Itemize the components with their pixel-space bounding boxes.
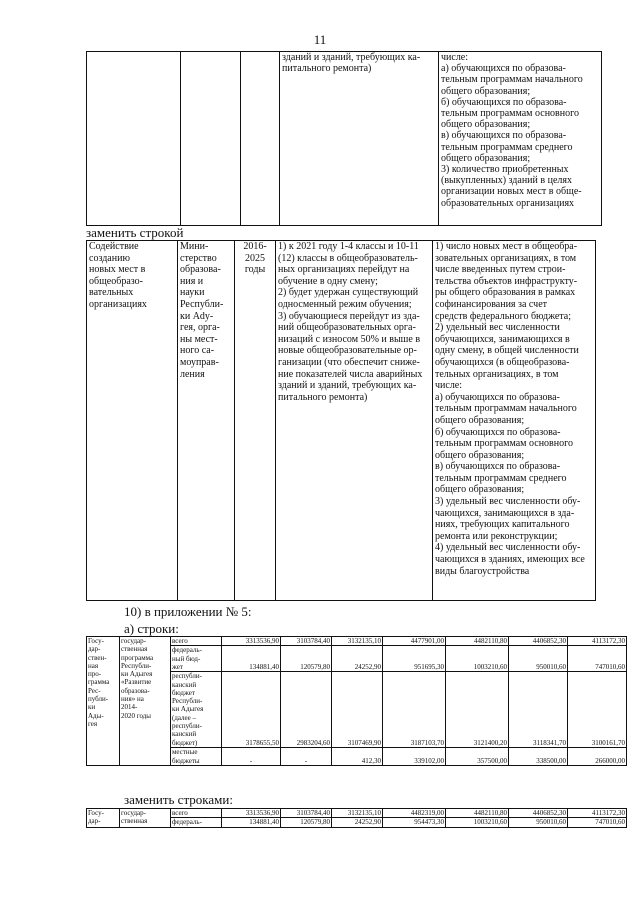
cell-empty [87, 52, 181, 226]
cell-source-label: республи- канский бюджет Республи- ки Адыгея (далее – республи- канский бюджет) [171, 672, 222, 748]
cell-program-name: государ- ственная программа Республи- ки Адыгея «Развитие образова- ния» на 2014- 2020 годы [120, 637, 171, 766]
cell-executor: Мини- стерство образова- ния и науки Республи- ки Ady- гея, орга- ны мест- ного са- моуправ- ления [178, 241, 235, 601]
cell-value: 3121400,20 [446, 672, 509, 748]
cell-source-label: федераль- [171, 818, 222, 827]
cell-status: Госу- дар- [87, 809, 120, 828]
heading-appendix: 10) в приложении № 5: [124, 604, 252, 619]
cell-value: 4113172,30 [568, 809, 627, 818]
cell-value: 24252,90 [332, 818, 383, 827]
cell-value: 339102,00 [383, 748, 446, 766]
cell-value: 4406852,30 [509, 809, 568, 818]
cell-value: 120579,80 [281, 818, 332, 827]
cell-source-label: всего [171, 809, 222, 818]
cell-value: 4406852,30 [509, 637, 568, 646]
cell-value: - [222, 748, 281, 766]
cell-source-label: федераль- ный бюд- жет [171, 646, 222, 672]
cell-value: 3313536,90 [222, 809, 281, 818]
table-appendix5-replacement [86, 808, 627, 828]
cell-source-label: всего [171, 637, 222, 646]
cell-value: 3118341,70 [509, 672, 568, 748]
cell-value: 3107469,90 [332, 672, 383, 748]
cell-value: 3187103,70 [383, 672, 446, 748]
cell-value: 134881,40 [222, 818, 281, 827]
cell-value: 4477901,00 [383, 637, 446, 646]
table-continuation [86, 51, 602, 226]
cell-value: 950010,60 [509, 818, 568, 827]
table-appendix5-rows [86, 636, 627, 766]
cell-value: 3132135,10 [332, 809, 383, 818]
cell-empty [181, 52, 241, 226]
cell-measure-name: Содействие созданию новых мест в общеобразо- вательных организациях [87, 241, 178, 601]
cell-value: 338500,00 [509, 748, 568, 766]
cell-value: 950010,60 [509, 646, 568, 672]
cell-indicators: 1) число новых мест в общеобра- зовательных организациях, в том числе введенных путем строи- тельства объектов инфраструкту- ры общего образования в рамках софинансирования за счет средств федерального бюджета; 2) удельный вес численности обучающихся, занимающихся в одну смену, в общей численности обучающихся (в общеобразова- тельных организациях, в том числе: а) обучающихся по образова- тельным программам начального общего образования; б) обучающихся по образова- тельным программам основного общего образования; в) обучающихся по образова- тельным программам среднего общего образования; 3) удельный вес численности обу- чающихся, занимающихся в зда- ниях, требующих капитального ремонта или реконструкции; 4) удельный вес численности обу- чающихся в зданиях, имеющих все виды благоустройства [433, 241, 596, 601]
cell-value: 951695,30 [383, 646, 446, 672]
cell-status: Госу- дар- ствен- ная про- грамма Рес- публи- ки Ады- гея [87, 637, 120, 766]
cell-empty [241, 52, 280, 226]
cell-expected-results: зданий и зданий, требующих ка- питального ремонта) [280, 52, 439, 226]
cell-value: 1003210,60 [446, 818, 509, 827]
cell-value: 120579,80 [281, 646, 332, 672]
heading-rows: а) строки: [124, 621, 179, 636]
cell-value: 747010,60 [568, 818, 627, 827]
cell-value: 3100161,70 [568, 672, 627, 748]
label-replace-row: заменить строкой [86, 225, 184, 240]
label-replace-rows: заменить строками: [124, 792, 233, 807]
cell-value: 4482110,80 [446, 809, 509, 818]
page-number: 11 [313, 32, 327, 47]
cell-value: 3103784,40 [281, 809, 332, 818]
cell-value: 3132135,10 [332, 637, 383, 646]
cell-value: 24252,90 [332, 646, 383, 672]
cell-value: 1003210,60 [446, 646, 509, 672]
cell-value: - [281, 748, 332, 766]
cell-indicators: числе: а) обучающихся по образова- тельным программам начального общего образования; б) обучающихся по образова- тельным программам основного общего образования; в) обучающихся по образова- тельным программам среднего общего образования; 3) количество приобретенных (выкупленных) зданий в целях организации новых мест в обще- образовательных организациях [439, 52, 602, 226]
cell-value: 747010,60 [568, 646, 627, 672]
cell-value: 2983204,60 [281, 672, 332, 748]
cell-value: 3313536,90 [222, 637, 281, 646]
cell-period: 2016- 2025 годы [235, 241, 276, 601]
cell-value: 412,30 [332, 748, 383, 766]
cell-value: 3103784,40 [281, 637, 332, 646]
cell-value: 4482110,80 [446, 637, 509, 646]
table-replacement-row [86, 240, 596, 601]
cell-expected-results: 1) к 2021 году 1-4 классы и 10-11 (12) классы в общеобразователь- ных организациях перейдут на обучение в одну смену; 2) будет удержан существующий односменный режим обучения; 3) обучающиеся перейдут из зда- ний общеобразовательных орга- низаций с износом 50% и выше в новые общеобразовательные ор- ганизации (что обеспечит сниже- ние показателей числа аварийных зданий и зданий, требующих ка- питального ремонта) [276, 241, 433, 601]
cell-value: 134881,40 [222, 646, 281, 672]
cell-value: 357500,00 [446, 748, 509, 766]
cell-value: 954473,30 [383, 818, 446, 827]
cell-value: 4113172,30 [568, 637, 627, 646]
cell-program-name: государ- ственная [120, 809, 171, 828]
cell-value: 3178655,50 [222, 672, 281, 748]
cell-source-label: местные бюджеты [171, 748, 222, 766]
cell-value: 266000,00 [568, 748, 627, 766]
cell-value: 4482319,00 [383, 809, 446, 818]
